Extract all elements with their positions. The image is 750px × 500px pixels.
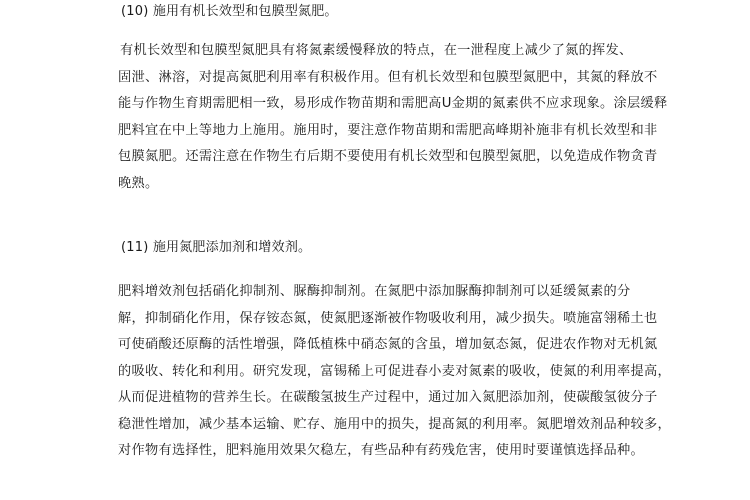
paragraph-line: 解，抑制硝化作用，保存铵态氮，使氮肥逐渐被作物吸收利用，减少损失。喷施富翎稀土也 [118, 310, 658, 326]
section-11-heading: (11) 施用氮肥添加剂和增效剂。 [121, 240, 312, 255]
paragraph-line: 从而促进植物的营养生长。在碳酸氢披生产过程中，通过加入氮肥添加剂，使碳酸氢彼分子 [118, 390, 658, 405]
paragraph-line: 能与作物生育期需肥相一致，易形成作物苗期和需肥高U金期的氮素供不应求现象。涂层缓释 [118, 96, 668, 111]
paragraph-line: 有机长效型和包膜型氮肥具有将氮素缓慢释放的特点，在一泄程度上减少了氮的挥发、 [120, 43, 633, 58]
paragraph-line: 的吸收、转化和利用。研究发现，富锡稀上可促进春小麦对氮素的吸收，使氮的利用率提高， [118, 363, 671, 379]
paragraph-line: 对作物有选择性，肥料施用效果欠稳左，有些品种有药残危害，使用时要谨慎选择品种。 [118, 443, 645, 458]
section-11-paragraph [118, 279, 671, 465]
section-10-heading: (10) 施用有机长效型和包膜型氮肥。 [121, 4, 338, 19]
paragraph-line: 肥料增效剂包括硝化抑制剂、脲酶抑制剂。在氮肥中添加脲酶抑制剂可以延缓氮素的分 [118, 284, 631, 299]
paragraph-line: 固泄、淋溶，对提高氮肥利用率有积极作用。但有机长效型和包膜型氮肥中，其氮的释放不 [118, 69, 658, 85]
paragraph-line: 包膜氮肥。还需注意在作物生冇后期不要使用有机长效型和包膜型氮肥，以免造成作物贪青 [118, 149, 658, 164]
section-10-paragraph [118, 38, 668, 197]
paragraph-line: 稳泄性增加，减少基本运输、贮存、施用中的损失，提髙氮的利用率。氮肥增效剂品种较多， [118, 416, 671, 432]
paragraph-line: 可使硝酸还原酶的活性增强，降低植株中硝态氮的含虽，增加氨态氮，促进农作物对无机氮 [118, 337, 658, 352]
paragraph-line: 肥料宜在中上等地力上施用。施用时，要注意作物苗期和需肥高峰期补施非有机长效型和非 [118, 122, 658, 138]
paragraph-line: 晚熟。 [118, 175, 159, 191]
